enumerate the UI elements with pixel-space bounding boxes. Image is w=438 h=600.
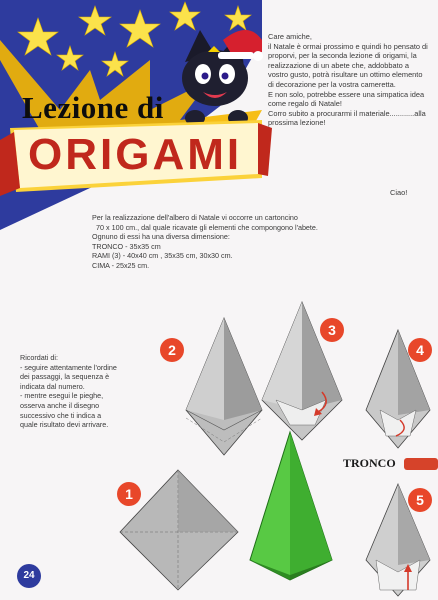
materials-line: TRONCO - 35x35 cm bbox=[92, 241, 161, 251]
page-title-line1: Lezione di bbox=[22, 90, 164, 125]
step-badge-3: 3 bbox=[320, 318, 344, 342]
step-badge-5: 5 bbox=[408, 488, 432, 512]
materials-line: RAMI (3) - 40x40 cm , 35x35 cm, 30x30 cm. bbox=[92, 251, 233, 261]
step-badge-4: 4 bbox=[408, 338, 432, 362]
step2-diagram bbox=[186, 318, 262, 455]
intro-paragraph: Corro subito a procurarmi il materiale............alla prossima lezione! bbox=[268, 108, 426, 128]
section-label-tronco: TRONCO bbox=[343, 456, 396, 470]
signature: Ciao! bbox=[390, 188, 408, 197]
section-tab bbox=[404, 458, 438, 470]
page-number: 24 bbox=[17, 564, 41, 588]
materials-line: Ognuno di essi ha una diversa dimensione: bbox=[92, 232, 230, 242]
reminder-line: - mentre esegui le pieghe, osserva anche il disegno successivo che ti indica a quale risultato devi arrivare. bbox=[20, 391, 109, 430]
tronco-tree-diagram bbox=[250, 432, 332, 580]
step-badge-1: 1 bbox=[117, 482, 141, 506]
step-badge-2: 2 bbox=[160, 338, 184, 362]
reminder-line: Ricordati di: bbox=[20, 353, 58, 362]
materials-line: Per la realizzazione dell'albero di Natale vi occorre un cartoncino bbox=[92, 213, 298, 222]
materials-line: 70 x 100 cm., dal quale ricavate gli elementi che compongono l'abete. bbox=[96, 222, 318, 232]
reminder-line: - seguire attentamente l'ordine dei passaggi, la sequenza è indicata dal numero. bbox=[20, 362, 117, 391]
materials-line: CIMA - 25x25 cm. bbox=[92, 260, 150, 270]
page-title-line2: ORIGAMI bbox=[28, 130, 243, 179]
intro-paragraph: Care amiche, bbox=[268, 32, 312, 41]
intro-paragraph: il Natale è ormai prossimo e quindi ho pensato di proporvi, per la seconda lezione di origami, la realizzazione di un abete che, addobbato a vostro gusto, potrà risultare un ottimo elemento di decorazione per la vostra cameretta. bbox=[268, 41, 428, 89]
intro-paragraph: E non solo, potrebbe essere una simpatica idea come regalo di Natale! bbox=[268, 89, 425, 109]
